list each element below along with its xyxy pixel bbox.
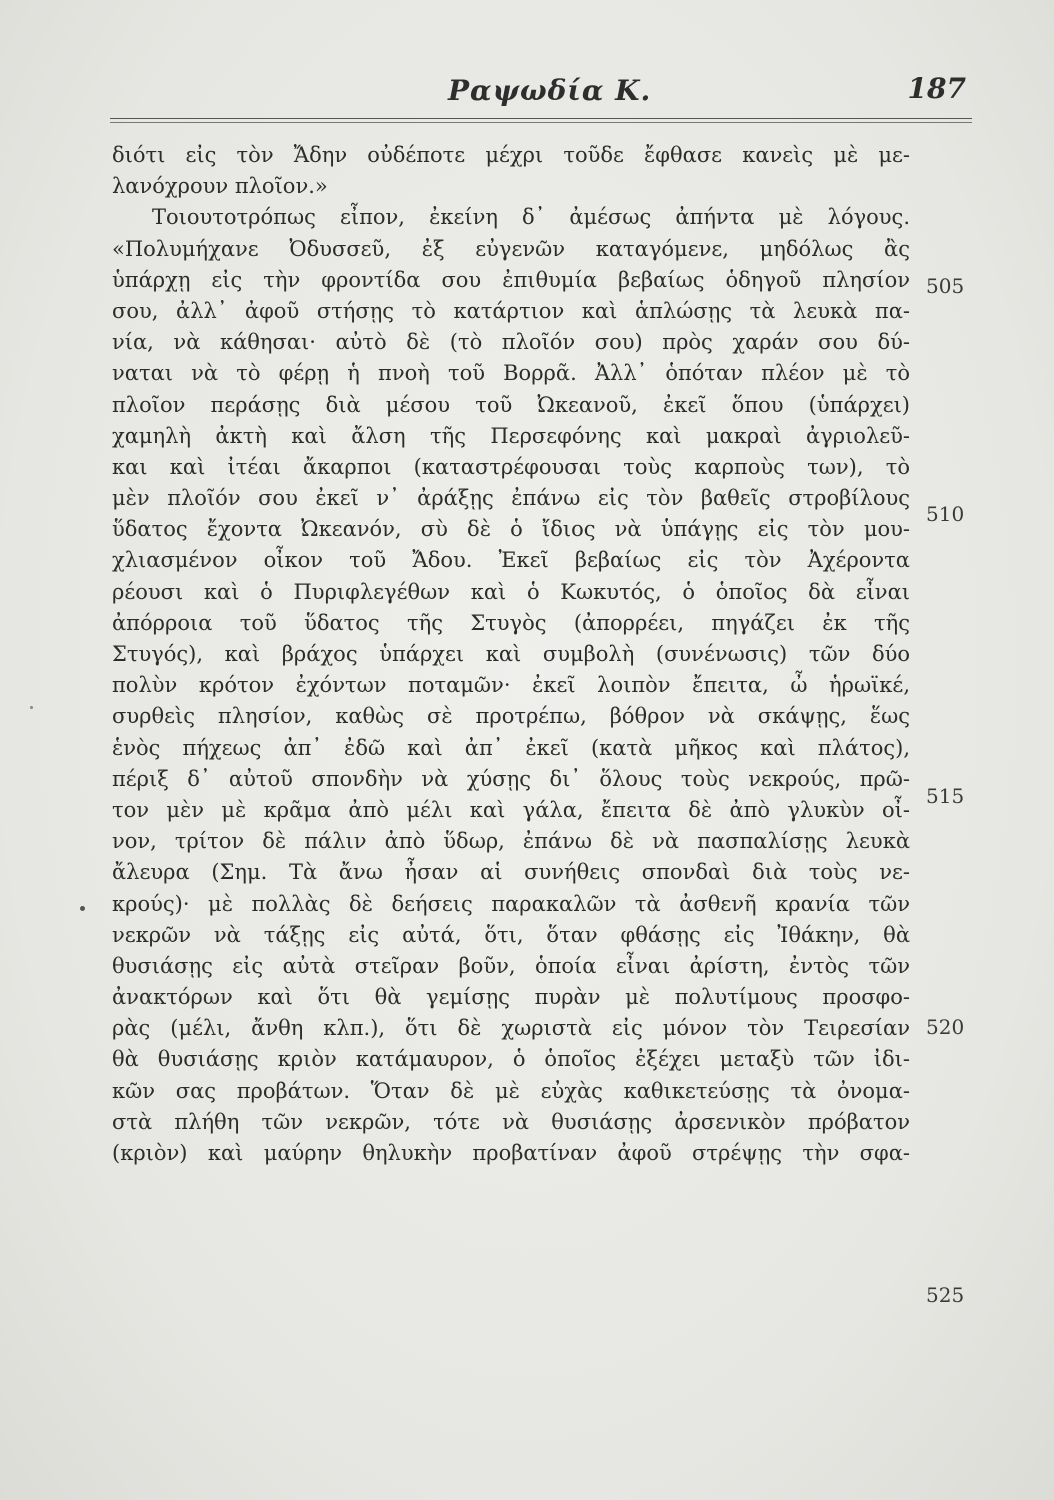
text-line: πέριξ δ᾿ αὐτοῦ σπονδὴν νὰ χύσῃς δι᾿ ὅλους τοὺς νεκρούς, πρῶ- bbox=[112, 766, 910, 791]
text-line: πολὺν κρότον ἐχόντων ποταμῶν· ἐκεῖ λοιπὸν ἔπειτα, ὦ ἡρωϊκέ, bbox=[112, 673, 910, 698]
text-line: λανόχρουν πλοῖον.» bbox=[112, 174, 328, 199]
page-header bbox=[110, 68, 972, 114]
text-line: ρέουσι καὶ ὁ Πυριφλεγέθων καὶ ὁ Κωκυτός, ὁ ὁποῖος δὰ εἶναι bbox=[112, 579, 910, 604]
line-number: 520 bbox=[926, 1015, 965, 1039]
text-line: θὰ θυσιάσῃς κριὸν κατάμαυρον, ὁ ὁποῖος ἐξέχει μεταξὺ τῶν ἰδι- bbox=[112, 1047, 910, 1072]
text-line: και καὶ ἰτέαι ἄκαρποι (καταστρέφουσαι τοὺς καρποὺς των), τὸ bbox=[112, 454, 910, 479]
text-line: στὰ πλήθη τῶν νεκρῶν, τότε νὰ θυσιάσῃς ἀρσενικὸν πρόβατον bbox=[112, 1109, 910, 1134]
text-line: ἑνὸς πήχεως ἀπ᾿ ἐδῶ καὶ ἀπ᾿ ἐκεῖ (κατὰ μῆκος καὶ πλάτος), bbox=[112, 735, 910, 760]
text-line: Τοιουτοτρόπως εἶπον, ἐκείνη δ᾿ ἀμέσως ἀπήντα μὲ λόγους. bbox=[152, 205, 910, 230]
text-line: (κριὸν) καὶ μαύρην θηλυκὴν προβατίναν ἀφοῦ στρέψῃς τὴν σφα- bbox=[112, 1141, 910, 1165]
text-line: συρθεὶς πλησίον, καθὼς σὲ προτρέπω, βόθρον νὰ σκάψῃς, ἕως bbox=[112, 704, 910, 729]
text-line: ἄλευρα (Σημ. Τὰ ἄνω ἦσαν αἱ συνήθεις σπονδαὶ διὰ τοὺς νε- bbox=[112, 860, 910, 885]
text-line: χλιασμένον οἶκον τοῦ Ἄδου. Ἐκεῖ βεβαίως εἰς τὸν Ἀχέροντα bbox=[112, 548, 910, 573]
running-title: Ραψωδία Κ. bbox=[448, 74, 652, 107]
text-line: κῶν σας προβάτων. Ὅταν δὲ μὲ εὐχὰς καθικετεύσῃς τὰ ὀνομα- bbox=[112, 1078, 910, 1103]
text-line: τον μὲν μὲ κρᾶμα ἀπὸ μέλι καὶ γάλα, ἔπειτα δὲ ἀπὸ γλυκὺν οἶ- bbox=[112, 797, 910, 822]
line-number: 510 bbox=[926, 502, 965, 526]
header-rule-lower bbox=[110, 122, 972, 123]
header-rule bbox=[110, 118, 972, 119]
text-line: νία, νὰ κάθησαι· αὐτὸ δὲ (τὸ πλοῖόν σου) πρὸς χαράν σου δύ- bbox=[112, 330, 910, 355]
text-line: ὑπάρχῃ εἰς τὴν φροντίδα σου ἐπιθυμία βεβαίως ὁδηγοῦ πλησίον bbox=[112, 267, 910, 292]
text-line: ναται νὰ τὸ φέρῃ ἡ πνοὴ τοῦ Βορρᾶ. Ἀλλ᾿ ὁπόταν πλέον μὲ τὸ bbox=[112, 361, 910, 386]
text-line: νον, τρίτον δὲ πάλιν ἀπὸ ὕδωρ, ἐπάνω δὲ νὰ πασπαλίσῃς λευκὰ bbox=[112, 829, 910, 854]
text-line: Στυγός), καὶ βράχος ὑπάρχει καὶ συμβολὴ (συνένωσις) τῶν δύο bbox=[112, 642, 910, 666]
text-line: πλοῖον περάσῃς διὰ μέσου τοῦ Ὠκεανοῦ, ἐκεῖ ὅπου (ὑπάρχει) bbox=[112, 392, 910, 417]
text-line: ὕδατος ἔχοντα Ὠκεανόν, σὺ δὲ ὁ ἴδιος νὰ ὑπάγῃς εἰς τὸν μου- bbox=[112, 517, 910, 542]
text-line: ἀνακτόρων καὶ ὅτι θὰ γεμίσῃς πυρὰν μὲ πολυτίμους προσφο- bbox=[112, 985, 910, 1010]
text-line: μὲν πλοῖόν σου ἐκεῖ ν᾿ ἀράξῃς ἐπάνω εἰς τὸν βαθεῖς στροβίλους bbox=[112, 486, 910, 511]
text-line: ἀπόρροια τοῦ ὕδατος τῆς Στυγὸς (ἀπορρέει, πηγάζει ἐκ τῆς bbox=[112, 610, 910, 635]
text-line: σου, ἀλλ᾿ ἀφοῦ στήσῃς τὸ κατάρτιον καὶ ἁπλώσῃς τὰ λευκὰ πα- bbox=[112, 298, 910, 323]
body-text bbox=[112, 140, 910, 1169]
text-line: διότι εἰς τὸν Ἄδην οὐδέποτε μέχρι τοῦδε ἔφθασε κανεὶς μὲ με- bbox=[112, 143, 910, 167]
text-line: ρὰς (μέλι, ἄνθη κλπ.), ὅτι δὲ χωριστὰ εἰς μόνον τὸν Τειρεσίαν bbox=[112, 1016, 910, 1041]
line-number: 505 bbox=[926, 274, 965, 298]
text-line: νεκρῶν νὰ τάξῃς εἰς αὐτά, ὅτι, ὅταν φθάσῃς εἰς Ἰθάκην, θὰ bbox=[112, 922, 910, 947]
line-number: 515 bbox=[926, 784, 965, 808]
line-number: 525 bbox=[926, 1283, 965, 1307]
text-line: θυσιάσῃς εἰς αὐτὰ στεῖραν βοῦν, ὁποία εἶναι ἀρίστη, ἐντὸς τῶν bbox=[112, 953, 910, 978]
print-speck bbox=[30, 706, 33, 709]
page-number: 187 bbox=[907, 72, 966, 105]
text-line: «Πολυμήχανε Ὀδυσσεῦ, ἐξ εὐγενῶν καταγόμενε, μηδόλως ἂς bbox=[112, 236, 910, 261]
text-line: χαμηλὴ ἀκτὴ καὶ ἄλση τῆς Περσεφόνης καὶ μακραὶ ἀγριολεῦ- bbox=[112, 423, 910, 448]
print-speck bbox=[80, 906, 85, 911]
text-line: κρούς)· μὲ πολλὰς δὲ δεήσεις παρακαλῶν τὰ ἀσθενῆ κρανία τῶν bbox=[112, 891, 910, 916]
